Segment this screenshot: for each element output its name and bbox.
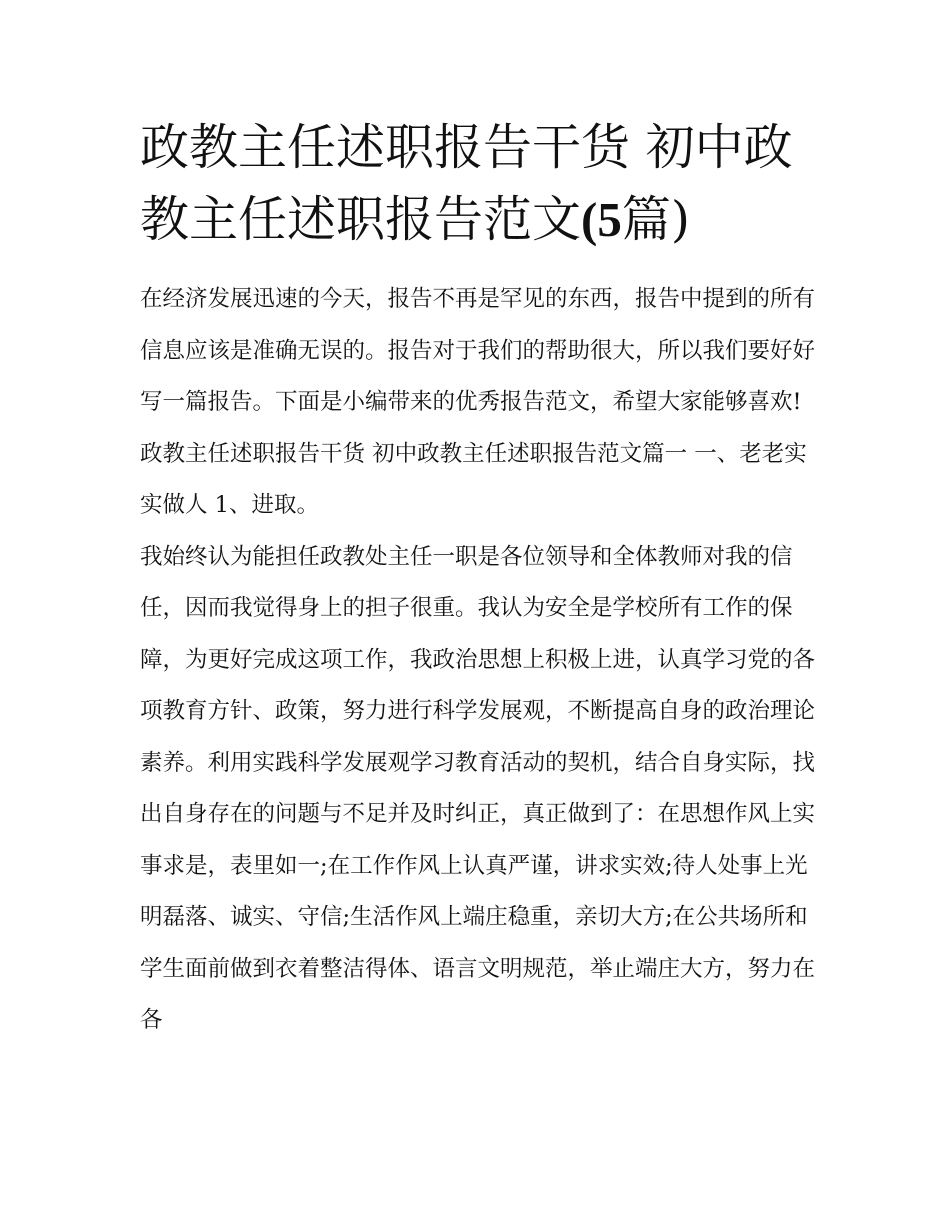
document-title (140, 112, 820, 256)
title-text: 政教主任述职报告干货 初中政教主任述职报告范文 (140, 119, 793, 248)
body-paragraph: 我始终认为能担任政教处主任一职是各位领导和全体教师对我的信任，因而我觉得身上的担子很重。我认为安全是学校所有工作的保障，为更好完成这项工作，我政治思想上积极上进，认真学习党的各项教育方针、政策，努力进行科学发展观，不断提高自身的政治理论素养。利用实践科学发展观学习教育活动的契机，结合自身实际，找出自身存在的问题与不足并及时纠正，真正做到了：在思想作风上实事求是，表里如一;在工作作风上认真严谨，讲求实效;待人处事上光明磊落、诚实、守信;生活作风上端庄稳重，亲切大方;在公共场所和学生面前做到衣着整洁得体、语言文明规范，举止端庄大方，努力在各 (140, 543, 816, 1033)
title-suffix: 篇) (621, 191, 690, 248)
title-count: (5 (581, 192, 622, 247)
document-body (140, 274, 820, 1047)
intro-paragraph: 在经济发展迅速的今天，报告不再是罕见的东西，报告中提到的所有信息应该是准确无误的。报告对于我们的帮助很大，所以我们要好好写一篇报告。下面是小编带来的优秀报告范文，希望大家能够喜欢! (140, 286, 816, 415)
section-heading-paragraph: 政教主任述职报告干货 初中政教主任述职报告范文篇一 一、老老实实做人 1、进取。 (140, 440, 807, 518)
